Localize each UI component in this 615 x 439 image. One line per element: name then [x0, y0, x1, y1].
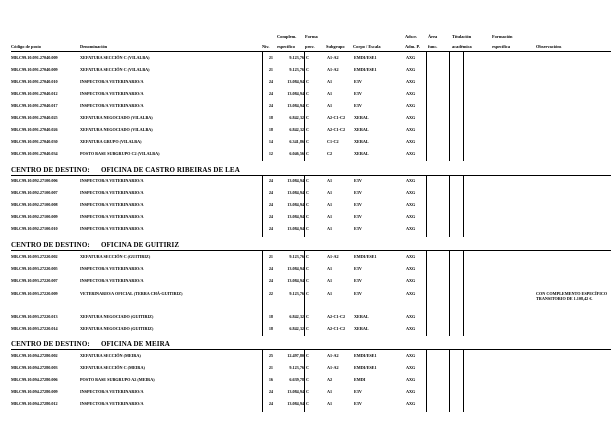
table-row	[0, 226, 615, 240]
cell-corpo: XERAL	[354, 314, 369, 319]
cell-complemento: 9.123,76	[289, 67, 304, 72]
cell-forma: C	[306, 202, 310, 207]
cell-denominacion: XEFATURA NEGOCIADO (VILALBA)	[80, 115, 153, 120]
header-titulacion-line1: Titulación	[452, 34, 472, 39]
cell-denominacion: INSPECTOR/A VETERINARIO/A	[80, 389, 144, 394]
header-rule	[11, 51, 611, 52]
cell-code: MR.C99.10.092.27100.007	[11, 190, 58, 195]
table-row	[0, 291, 615, 311]
cell-nivel: 18	[268, 326, 273, 331]
cell-complemento: 6.842,32	[289, 314, 304, 319]
column-rule	[304, 176, 305, 237]
cell-adscricion: AXG	[406, 266, 416, 271]
cell-complemento: 9.123,76	[289, 291, 304, 296]
cell-complemento: 13.084,94	[287, 278, 304, 283]
cell-nivel: 18	[268, 115, 273, 120]
section-rule	[11, 175, 611, 176]
cell-denominacion: INSPECTOR/A VETERINARIO/A	[80, 278, 144, 283]
centro-destino-name: OFICINA DE CASTRO RIBEIRAS DE LEA	[101, 166, 240, 174]
cell-code: MR.C99.10.091.27040.030	[11, 139, 58, 144]
header-codigo: Código de posto	[11, 44, 42, 49]
cell-adscricion: AXG	[406, 365, 416, 370]
cell-subgrupo: A1	[327, 190, 333, 195]
cell-corpo: E3V	[354, 226, 362, 231]
cell-code: MR.C99.10.094.27280.006	[11, 377, 58, 382]
column-rule	[463, 350, 464, 412]
column-rule	[449, 350, 450, 412]
cell-adscricion: AXG	[406, 202, 416, 207]
column-rule	[463, 176, 464, 237]
cell-denominacion: INSPECTOR/A VETERINARIO/A	[80, 190, 144, 195]
cell-forma: C	[306, 91, 310, 96]
cell-code: MR.C99.10.091.27040.034	[11, 151, 58, 156]
section-rule	[11, 250, 611, 251]
cell-forma: C	[306, 190, 310, 195]
cell-adscricion: AXG	[406, 291, 416, 296]
cell-subgrupo: A1	[327, 178, 333, 183]
cell-forma: C	[306, 214, 310, 219]
cell-complemento: 9.123,76	[289, 55, 304, 60]
column-rule	[463, 52, 464, 161]
cell-corpo: EMDI/ESE1	[354, 353, 377, 358]
header-area-line2: func.	[428, 44, 438, 49]
cell-subgrupo: A2-C1-C2	[327, 314, 346, 319]
cell-complemento: 13.084,94	[287, 401, 304, 406]
cell-adscricion: AXG	[406, 151, 416, 156]
column-rule	[262, 350, 263, 412]
cell-code: MR.C99.10.093.27220.014	[11, 326, 58, 331]
table-row	[0, 151, 615, 165]
centro-destino-heading	[11, 340, 170, 348]
column-rule	[304, 52, 305, 161]
header-formacion-line2: específica	[492, 44, 511, 49]
cell-corpo: E3V	[354, 389, 362, 394]
cell-nivel: 12	[268, 151, 273, 156]
header-observacions: Observacións	[536, 44, 562, 49]
column-rule	[426, 52, 427, 161]
cell-code: MR.C99.10.091.27040.009	[11, 67, 58, 72]
cell-adscricion: AXG	[406, 214, 416, 219]
cell-adscricion: AXG	[406, 353, 416, 358]
cell-adscricion: AXG	[406, 127, 416, 132]
cell-nivel: 21	[268, 67, 273, 72]
cell-denominacion: XEFATURA SECCIÓN C (VILALBA)	[80, 67, 150, 72]
cell-code: MR.C99.10.093.27220.007	[11, 278, 58, 283]
cell-code: MR.C99.10.093.27220.013	[11, 314, 58, 319]
cell-denominacion: INSPECTOR/A VETERINARIO/A	[80, 214, 144, 219]
cell-adscricion: AXG	[406, 278, 416, 283]
cell-corpo: EMDI/ESE1	[354, 55, 377, 60]
cell-nivel: 21	[268, 365, 273, 370]
cell-code: MR.C99.10.094.27280.002	[11, 353, 58, 358]
cell-complemento: 6.842,32	[289, 326, 304, 331]
cell-corpo: E3V	[354, 401, 362, 406]
cell-denominacion: XEFATURA GRUPO (VILALBA)	[80, 139, 142, 144]
centro-destino-name: OFICINA DE GUITIRIZ	[101, 241, 180, 249]
cell-subgrupo: A1-A2	[327, 55, 339, 60]
cell-corpo: E3V	[354, 103, 362, 108]
cell-adscricion: AXG	[406, 377, 416, 382]
cell-corpo: EMDI/ESE1	[354, 365, 377, 370]
cell-corpo: E3V	[354, 91, 362, 96]
cell-nivel: 25	[268, 353, 273, 358]
header-forma-line1: Forma	[305, 34, 318, 39]
cell-complemento: 6.046,56	[289, 151, 304, 156]
cell-subgrupo: A1-A2	[327, 365, 339, 370]
cell-nivel: 21	[268, 55, 273, 60]
cell-forma: C	[306, 278, 310, 283]
column-rule	[426, 350, 427, 412]
cell-nivel: 24	[268, 389, 273, 394]
cell-complemento: 12.497,80	[287, 353, 304, 358]
cell-corpo: XERAL	[354, 115, 369, 120]
cell-code: MR.C99.10.092.27100.006	[11, 178, 58, 183]
cell-subgrupo: A2	[327, 377, 333, 382]
cell-forma: C	[306, 79, 310, 84]
cell-denominacion: XEFATURA SECCIÓN C (GUITIRIZ)	[80, 254, 151, 259]
cell-denominacion: INSPECTOR/A VETERINARIO/A	[80, 401, 144, 406]
table-row	[0, 326, 615, 340]
header-corpo: Corpo / Escala	[353, 44, 381, 49]
cell-complemento: 13.084,94	[287, 103, 304, 108]
column-rule	[262, 176, 263, 237]
header-formacion-line1: Formación	[492, 34, 513, 39]
cell-adscricion: AXG	[406, 79, 416, 84]
column-rule	[304, 350, 305, 412]
cell-nivel: 24	[268, 178, 273, 183]
table-row	[0, 401, 615, 415]
table-row	[0, 278, 615, 292]
cell-subgrupo: A1	[327, 103, 333, 108]
header-adscricion-line1: Adscr.	[405, 34, 417, 39]
cell-complemento: 6.639,78	[289, 377, 304, 382]
cell-subgrupo: A1	[327, 202, 333, 207]
cell-denominacion: XEFATURA NEGOCIADO (VILALBA)	[80, 127, 153, 132]
cell-denominacion: INSPECTOR/A VETERINARIO/A	[80, 178, 144, 183]
cell-denominacion: XEFATURA SECCIÓN C (VILALBA)	[80, 55, 150, 60]
cell-corpo: EMDI/ESE1	[354, 254, 377, 259]
cell-forma: C	[306, 127, 310, 132]
section-rule	[11, 349, 611, 350]
cell-denominacion: INSPECTOR/A VETERINARIO/A	[80, 79, 144, 84]
cell-corpo: XERAL	[354, 326, 369, 331]
column-rule	[449, 52, 450, 161]
cell-adscricion: AXG	[406, 401, 416, 406]
cell-corpo: XERAL	[354, 139, 369, 144]
cell-denominacion: POSTO BASE SUBGRUPO C2 (VILALBA)	[80, 151, 160, 156]
cell-nivel: 14	[268, 139, 273, 144]
cell-corpo: E3V	[354, 214, 362, 219]
column-rule	[262, 251, 263, 336]
cell-adscricion: AXG	[406, 226, 416, 231]
cell-forma: C	[306, 365, 310, 370]
cell-complemento: 13.084,94	[287, 91, 304, 96]
cell-code: MR.C99.10.091.27040.012	[11, 91, 58, 96]
cell-complemento: 9.123,76	[289, 254, 304, 259]
cell-nivel: 22	[268, 291, 273, 296]
cell-adscricion: AXG	[406, 178, 416, 183]
cell-complemento: 13.084,94	[287, 226, 304, 231]
cell-code: MR.C99.10.091.27040.026	[11, 127, 58, 132]
cell-code: MR.C99.10.092.27100.009	[11, 214, 58, 219]
cell-adscricion: AXG	[406, 103, 416, 108]
cell-adscricion: AXG	[406, 389, 416, 394]
centro-destino-label: CENTRO DE DESTINO:	[11, 340, 90, 348]
cell-corpo: XERAL	[354, 127, 369, 132]
cell-complemento: 6.341,86	[289, 139, 304, 144]
cell-nivel: 24	[268, 190, 273, 195]
cell-forma: C	[306, 55, 310, 60]
cell-code: MR.C99.10.094.27280.009	[11, 389, 58, 394]
cell-forma: C	[306, 326, 310, 331]
cell-subgrupo: A1	[327, 278, 333, 283]
cell-nivel: 24	[268, 214, 273, 219]
cell-adscricion: AXG	[406, 254, 416, 259]
cell-nivel: 24	[268, 79, 273, 84]
cell-forma: C	[306, 115, 310, 120]
cell-corpo: E3V	[354, 79, 362, 84]
cell-corpo: XERAL	[354, 151, 369, 156]
cell-adscricion: AXG	[406, 139, 416, 144]
cell-denominacion: INSPECTOR/A VETERINARIO/A	[80, 202, 144, 207]
header-subgrupo: Subgrupo	[326, 44, 345, 49]
centro-destino-heading	[11, 241, 179, 249]
cell-subgrupo: A1	[327, 291, 333, 296]
header-area-line1: Área	[428, 34, 438, 39]
cell-forma: C	[306, 254, 310, 259]
header-titulacion-line2: académica	[452, 44, 472, 49]
cell-subgrupo: C2	[327, 151, 333, 156]
cell-nivel: 18	[268, 127, 273, 132]
cell-forma: C	[306, 314, 310, 319]
cell-complemento: 9.123,76	[289, 365, 304, 370]
cell-subgrupo: A1	[327, 226, 333, 231]
column-rule	[304, 251, 305, 336]
cell-denominacion: POSTO BASE SUBGRUPO A2 (MEIRA)	[80, 377, 155, 382]
cell-subgrupo: A1	[327, 214, 333, 219]
cell-code: MR.C99.10.092.27100.010	[11, 226, 58, 231]
cell-subgrupo: A1	[327, 389, 333, 394]
cell-subgrupo: A1-A2	[327, 353, 339, 358]
cell-code: MR.C99.10.093.27220.002	[11, 254, 58, 259]
cell-nivel: 18	[268, 314, 273, 319]
cell-subgrupo: A1	[327, 79, 333, 84]
cell-complemento: 13.084,94	[287, 214, 304, 219]
header-forma-line2: prov.	[305, 44, 315, 49]
cell-code: MR.C99.10.093.27220.009	[11, 291, 58, 296]
cell-complemento: 6.842,32	[289, 127, 304, 132]
column-rule	[262, 52, 263, 161]
cell-forma: C	[306, 389, 310, 394]
cell-subgrupo: A1	[327, 91, 333, 96]
column-rule	[449, 251, 450, 336]
cell-nivel: 24	[268, 91, 273, 96]
cell-subgrupo: A1-A2	[327, 254, 339, 259]
cell-corpo: E3V	[354, 202, 362, 207]
cell-adscricion: AXG	[406, 115, 416, 120]
header-denominacion: Denominación	[80, 44, 108, 49]
cell-denominacion: INSPECTOR/A VETERINARIO/A	[80, 103, 144, 108]
column-rule	[426, 176, 427, 237]
header-adscricion-line2: Adm. P.	[405, 44, 420, 49]
cell-adscricion: AXG	[406, 190, 416, 195]
cell-forma: C	[306, 291, 310, 296]
cell-denominacion: INSPECTOR/A VETERINARIO/A	[80, 226, 144, 231]
cell-subgrupo: A2-C1-C2	[327, 127, 346, 132]
cell-adscricion: AXG	[406, 91, 416, 96]
cell-denominacion: XEFATURA NEGOCIADO (GUITIRIZ)	[80, 326, 154, 331]
cell-nivel: 24	[268, 202, 273, 207]
cell-adscricion: AXG	[406, 55, 416, 60]
cell-code: MR.C99.10.092.27100.008	[11, 202, 58, 207]
cell-forma: C	[306, 178, 310, 183]
column-rule	[463, 251, 464, 336]
cell-corpo: E3V	[354, 190, 362, 195]
cell-observacions: CON COMPLEMENTO ESPECÍFICO TRANSITORIO DE 1.108,42 €.	[536, 291, 608, 302]
cell-complemento: 6.842,32	[289, 115, 304, 120]
cell-forma: C	[306, 151, 310, 156]
cell-denominacion: VETERINARIO/A OFICIAL (TERRA CHÁ-GUITIRIZ)	[80, 291, 183, 296]
cell-code: MR.C99.10.091.27040.010	[11, 79, 58, 84]
cell-forma: C	[306, 266, 310, 271]
cell-denominacion: INSPECTOR/A VETERINARIO/A	[80, 266, 144, 271]
cell-forma: C	[306, 353, 310, 358]
cell-complemento: 13.084,94	[287, 389, 304, 394]
centro-destino-label: CENTRO DE DESTINO:	[11, 241, 90, 249]
centro-destino-heading	[11, 166, 240, 174]
cell-subgrupo: A2-C1-C2	[327, 326, 346, 331]
cell-denominacion: XEFATURA SECCIÓN (MEIRA)	[80, 353, 141, 358]
cell-corpo: E3V	[354, 291, 362, 296]
cell-nivel: 21	[268, 254, 273, 259]
cell-adscricion: AXG	[406, 326, 416, 331]
cell-nivel: 24	[268, 401, 273, 406]
cell-nivel: 16	[268, 377, 273, 382]
cell-adscricion: AXG	[406, 314, 416, 319]
cell-corpo: EMDI	[354, 377, 366, 382]
cell-nivel: 24	[268, 278, 273, 283]
cell-forma: C	[306, 226, 310, 231]
cell-nivel: 24	[268, 226, 273, 231]
cell-forma: C	[306, 377, 310, 382]
cell-adscricion: AXG	[406, 67, 416, 72]
centro-destino-label: CENTRO DE DESTINO:	[11, 166, 90, 174]
cell-denominacion: XEFATURA NEGOCIADO (GUITIRIZ)	[80, 314, 154, 319]
cell-code: MR.C99.10.094.27280.012	[11, 401, 58, 406]
cell-code: MR.C99.10.093.27220.005	[11, 266, 58, 271]
cell-corpo: E3V	[354, 178, 362, 183]
cell-denominacion: XEFATURA SECCIÓN C (MEIRA)	[80, 365, 145, 370]
header-nivel: Niv.	[262, 44, 270, 49]
cell-complemento: 13.084,94	[287, 266, 304, 271]
cell-corpo: EMDI/ESE1	[354, 67, 377, 72]
cell-nivel: 24	[268, 103, 273, 108]
cell-complemento: 13.084,94	[287, 190, 304, 195]
cell-code: MR.C99.10.091.27040.009	[11, 55, 58, 60]
cell-forma: C	[306, 67, 310, 72]
column-rule	[449, 176, 450, 237]
cell-code: MR.C99.10.094.27280.003	[11, 365, 58, 370]
cell-corpo: E3V	[354, 278, 362, 283]
cell-code: MR.C99.10.091.27040.017	[11, 103, 58, 108]
cell-denominacion: INSPECTOR/A VETERINARIO/A	[80, 91, 144, 96]
header-complemento-line1: Complem.	[277, 34, 297, 39]
cell-subgrupo: A1-A2	[327, 67, 339, 72]
header-complemento-line2: especifico	[277, 44, 296, 49]
cell-complemento: 13.084,94	[287, 79, 304, 84]
cell-subgrupo: A1	[327, 401, 333, 406]
cell-forma: C	[306, 139, 310, 144]
column-rule	[426, 251, 427, 336]
centro-destino-name: OFICINA DE MEIRA	[101, 340, 170, 348]
cell-forma: C	[306, 103, 310, 108]
cell-forma: C	[306, 401, 310, 406]
cell-complemento: 13.084,94	[287, 202, 304, 207]
cell-subgrupo: C1-C2	[327, 139, 339, 144]
cell-subgrupo: A1	[327, 266, 333, 271]
cell-nivel: 24	[268, 266, 273, 271]
cell-subgrupo: A2-C1-C2	[327, 115, 346, 120]
cell-corpo: E3V	[354, 266, 362, 271]
cell-code: MR.C99.10.091.27040.025	[11, 115, 58, 120]
cell-complemento: 13.084,94	[287, 178, 304, 183]
